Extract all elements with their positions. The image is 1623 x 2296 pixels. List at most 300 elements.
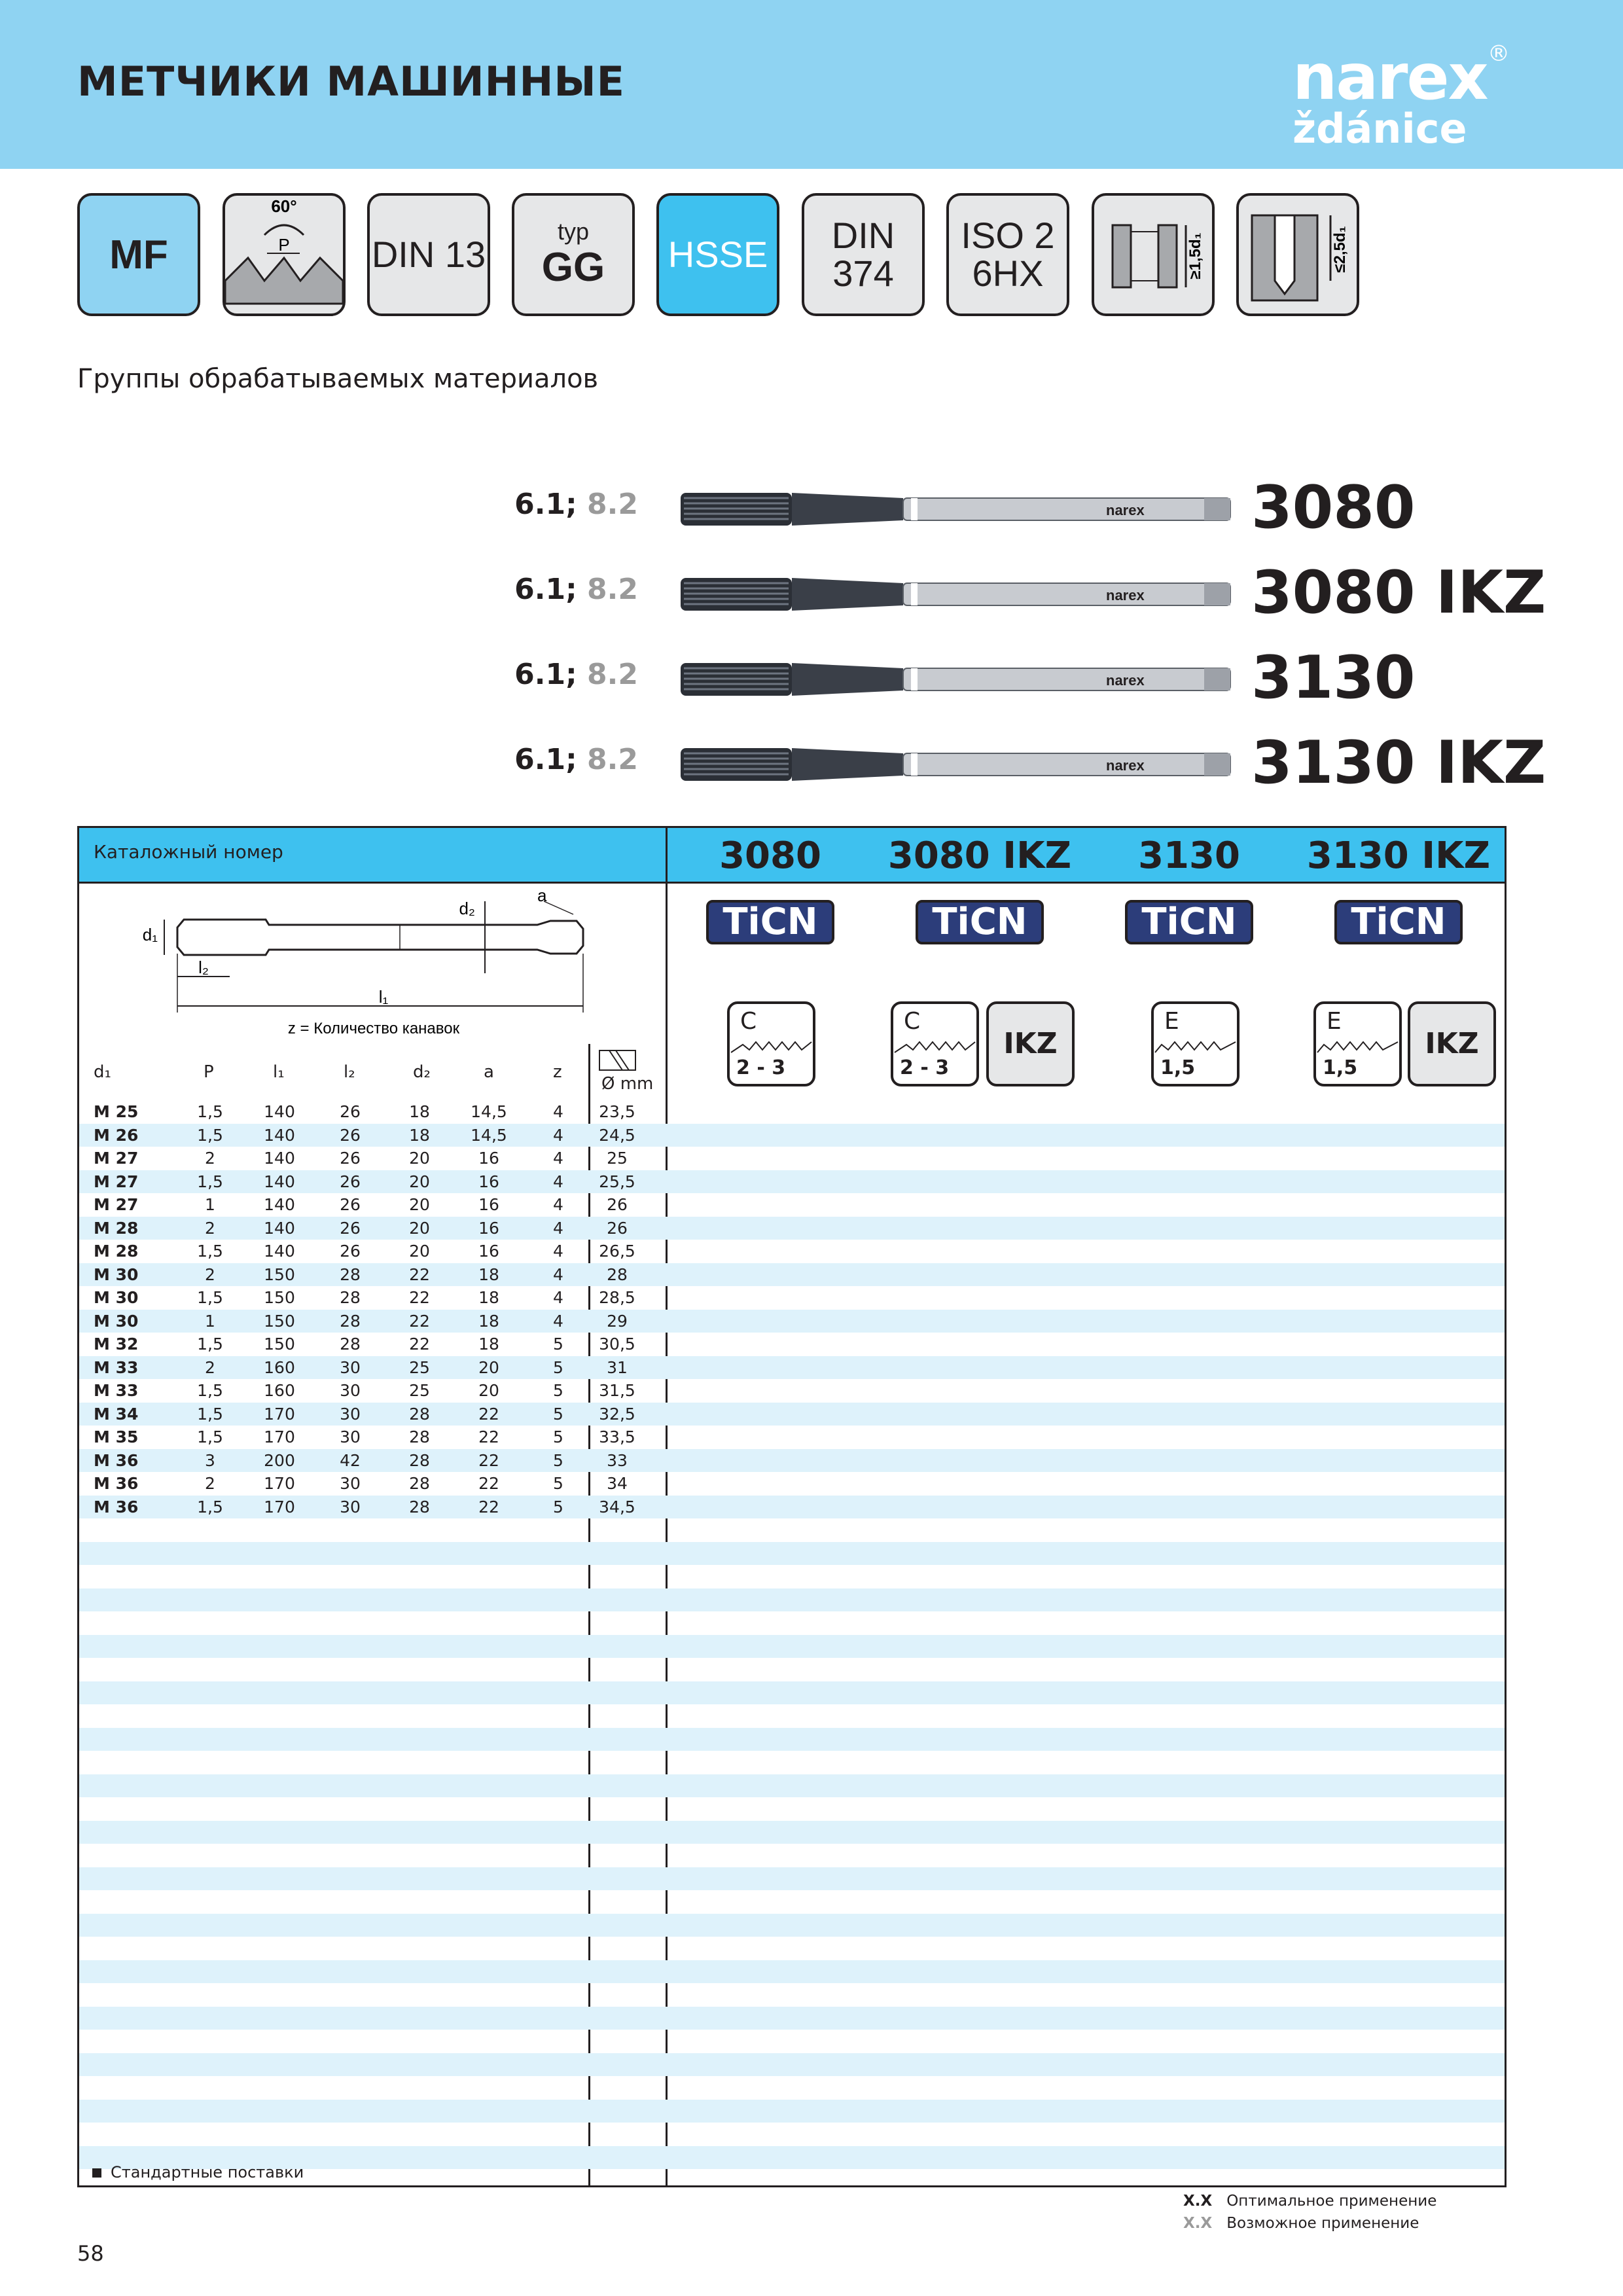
- badge-din13: [367, 193, 490, 316]
- legend-standard: [92, 2163, 304, 2181]
- material-group-codes: [514, 573, 638, 606]
- value-cell: 5: [553, 1474, 563, 1493]
- value-cell: 140: [264, 1195, 295, 1214]
- value-cell: 22: [409, 1335, 430, 1354]
- table-row: [79, 1286, 1505, 1310]
- table-row: [79, 1217, 1505, 1240]
- badge-din374-line2: 374: [832, 253, 894, 294]
- table-row-empty: [79, 1937, 1505, 1960]
- svg-text:P: P: [278, 235, 290, 255]
- value-cell: 22: [478, 1450, 499, 1470]
- through-hole-icon: [1094, 196, 1212, 314]
- value-cell: 30: [340, 1357, 361, 1377]
- chamfer-profile-icon: [1154, 1035, 1237, 1055]
- chamfer-form-letter: C: [740, 1008, 757, 1035]
- value-cell: 1: [205, 1311, 215, 1331]
- drill-diameter-cell: 23,5: [599, 1102, 635, 1121]
- value-cell: 20: [409, 1172, 430, 1191]
- table-header-bar: [79, 828, 1505, 884]
- drill-diameter-cell: 33,5: [599, 1427, 635, 1446]
- value-cell: 1,5: [197, 1125, 223, 1145]
- chamfer-badge-3080-ikz: [891, 1001, 979, 1086]
- table-row-empty: [79, 1565, 1505, 1588]
- value-cell: 2: [205, 1357, 215, 1377]
- value-cell: 1: [205, 1195, 215, 1214]
- value-cell: 170: [264, 1427, 295, 1446]
- thread-size-cell: M 35: [94, 1427, 139, 1446]
- tool-row: [0, 723, 1623, 797]
- thread-size-cell: M 25: [94, 1102, 139, 1121]
- value-cell: 18: [478, 1265, 499, 1284]
- value-cell: 20: [409, 1242, 430, 1261]
- tap-tool-image: [681, 565, 1237, 624]
- value-cell: 4: [553, 1288, 563, 1307]
- material-group-secondary: 8.2: [587, 743, 638, 776]
- drill-hole-icon: [596, 1045, 642, 1078]
- value-cell: 14,5: [471, 1125, 507, 1145]
- tap-specification-table: [77, 826, 1507, 2187]
- thread-size-cell: M 36: [94, 1450, 139, 1470]
- coating-badge-3080-ikz: TiCN: [916, 900, 1044, 944]
- logo-line2: ždánice: [1293, 105, 1467, 152]
- value-cell: 28: [409, 1474, 430, 1493]
- value-cell: 2: [205, 1474, 215, 1493]
- badge-blind-hole: [1236, 193, 1359, 316]
- value-cell: 4: [553, 1242, 563, 1261]
- value-cell: 28: [340, 1335, 361, 1354]
- value-cell: 22: [478, 1404, 499, 1424]
- svg-text:a: a: [537, 886, 547, 905]
- coating-badge-3130: TiCN: [1125, 900, 1253, 944]
- value-cell: 20: [409, 1195, 430, 1214]
- legend-square-icon: [92, 2168, 101, 2178]
- table-row-empty: [79, 1983, 1505, 2007]
- value-cell: 28: [340, 1288, 361, 1307]
- table-row: [79, 1124, 1505, 1147]
- value-cell: 22: [409, 1288, 430, 1307]
- badge-iso-line2: 6HX: [972, 253, 1044, 294]
- svg-text:narex: narex: [1106, 672, 1145, 689]
- footnote-optimal-text: Оптимальное применение: [1226, 2193, 1437, 2210]
- value-cell: 4: [553, 1102, 563, 1121]
- value-cell: 16: [478, 1149, 499, 1168]
- drill-diameter-cell: 26: [607, 1218, 628, 1238]
- page-number: 58: [77, 2241, 104, 2266]
- value-cell: 1,5: [197, 1242, 223, 1261]
- value-cell: 28: [409, 1497, 430, 1516]
- value-cell: 4: [553, 1149, 563, 1168]
- table-row: [79, 1333, 1505, 1356]
- ikz-badge-3080: IKZ: [986, 1001, 1075, 1086]
- value-cell: 26: [340, 1218, 361, 1238]
- col-header-z: z: [553, 1062, 562, 1082]
- value-cell: 16: [478, 1242, 499, 1261]
- value-cell: 2: [205, 1218, 215, 1238]
- value-cell: 5: [553, 1335, 563, 1354]
- thread-size-cell: M 32: [94, 1335, 139, 1354]
- value-cell: 170: [264, 1404, 295, 1424]
- tap-tool-image: [681, 650, 1237, 709]
- footnotes: [1183, 2193, 1436, 2232]
- drill-diameter-cell: 34: [607, 1474, 628, 1493]
- col-header-d1: d₁: [94, 1062, 111, 1082]
- logo-line1: narex: [1293, 41, 1488, 114]
- table-row: [79, 1379, 1505, 1403]
- value-cell: 16: [478, 1172, 499, 1191]
- chamfer-form-letter: E: [1164, 1008, 1179, 1035]
- value-cell: 5: [553, 1404, 563, 1424]
- material-group-primary: 6.1;: [514, 743, 577, 776]
- table-row: [79, 1403, 1505, 1426]
- value-cell: 18: [409, 1102, 430, 1121]
- value-cell: 28: [409, 1427, 430, 1446]
- tool-article-number: 3130: [1251, 643, 1416, 712]
- badge-iso-line1: ISO 2: [961, 215, 1055, 256]
- value-cell: 28: [409, 1404, 430, 1424]
- thread-size-cell: M 30: [94, 1288, 139, 1307]
- value-cell: 26: [340, 1172, 361, 1191]
- col-header-drill-diameter: Ø mm: [601, 1074, 654, 1094]
- table-row-empty: [79, 1635, 1505, 1659]
- table-row-empty: [79, 1681, 1505, 1705]
- chamfer-form-letter: E: [1327, 1008, 1342, 1035]
- drill-diameter-cell: 29: [607, 1311, 628, 1331]
- table-row: [79, 1496, 1505, 1519]
- thread-size-cell: M 30: [94, 1311, 139, 1331]
- table-row-empty: [79, 1542, 1505, 1566]
- chamfer-profile-icon: [730, 1035, 813, 1055]
- thread-size-cell: M 36: [94, 1497, 139, 1516]
- table-row-empty: [79, 2053, 1505, 2077]
- table-row-empty: [79, 1588, 1505, 1612]
- col-header-a: a: [484, 1062, 494, 1082]
- table-row-empty: [79, 2076, 1505, 2100]
- footnote-possible-text: Возможное применение: [1226, 2215, 1419, 2232]
- svg-text:narex: narex: [1106, 587, 1145, 603]
- column-title-3080: 3080: [719, 834, 821, 877]
- tap-dimension-diagram: [79, 882, 590, 1045]
- table-row-empty: [79, 2123, 1505, 2146]
- value-cell: 5: [553, 1450, 563, 1470]
- value-cell: 2: [205, 1265, 215, 1284]
- table-row-empty: [79, 1751, 1505, 1774]
- badge-din374-line1: DIN: [831, 215, 895, 256]
- tap-tool-image: [681, 480, 1237, 539]
- value-cell: 5: [553, 1497, 563, 1516]
- value-cell: 4: [553, 1311, 563, 1331]
- chamfer-length-value: 1,5: [1323, 1056, 1358, 1079]
- value-cell: 26: [340, 1242, 361, 1261]
- svg-text:60°: 60°: [271, 196, 297, 216]
- drill-diameter-cell: 26,5: [599, 1242, 635, 1261]
- svg-text:z = Количество канавок: z = Количество канавок: [287, 1020, 460, 1037]
- value-cell: 16: [478, 1195, 499, 1214]
- svg-text:d₂: d₂: [459, 899, 475, 918]
- chamfer-length-value: 2 - 3: [736, 1056, 786, 1079]
- badge-typ-value: GG: [541, 244, 605, 290]
- value-cell: 28: [409, 1450, 430, 1470]
- tool-row: [0, 553, 1623, 627]
- thread-size-cell: M 34: [94, 1404, 139, 1424]
- value-cell: 160: [264, 1357, 295, 1377]
- drill-diameter-cell: 25: [607, 1149, 628, 1168]
- table-row: [79, 1193, 1505, 1217]
- table-row-empty: [79, 1960, 1505, 1984]
- material-groups-heading: Группы обрабатываемых материалов: [77, 364, 599, 394]
- tool-article-number: 3080 IKZ: [1251, 558, 1546, 627]
- material-group-codes: [514, 658, 638, 691]
- value-cell: 150: [264, 1265, 295, 1284]
- drill-diameter-cell: 26: [607, 1195, 628, 1214]
- value-cell: 1,5: [197, 1172, 223, 1191]
- ikz-badge-3130: IKZ: [1408, 1001, 1496, 1086]
- page-header: [0, 0, 1623, 169]
- logo-registered-mark: ®: [1488, 41, 1510, 67]
- value-cell: 14,5: [471, 1102, 507, 1121]
- thread-size-cell: M 27: [94, 1172, 139, 1191]
- material-group-secondary: 8.2: [587, 658, 638, 691]
- thread-size-cell: M 33: [94, 1381, 139, 1400]
- footnote-optimal: [1183, 2193, 1436, 2210]
- value-cell: 22: [478, 1427, 499, 1446]
- badge-din374: [802, 193, 925, 316]
- col-header-l2: l₂: [344, 1062, 355, 1082]
- value-cell: 20: [409, 1149, 430, 1168]
- page-title: МЕТЧИКИ МАШИННЫЕ: [77, 58, 626, 105]
- value-cell: 18: [478, 1311, 499, 1331]
- drill-diameter-cell: 28,5: [599, 1288, 635, 1307]
- thread-size-cell: M 36: [94, 1474, 139, 1493]
- value-cell: 16: [478, 1218, 499, 1238]
- table-row: [79, 1147, 1505, 1170]
- value-cell: 20: [409, 1218, 430, 1238]
- table-row: [79, 1426, 1505, 1449]
- value-cell: 25: [409, 1357, 430, 1377]
- table-row-empty: [79, 1611, 1505, 1635]
- badge-mf: [77, 193, 200, 316]
- value-cell: 140: [264, 1125, 295, 1145]
- footnote-optimal-mark: X.X: [1183, 2193, 1213, 2210]
- drill-diameter-cell: 28: [607, 1265, 628, 1284]
- drill-diameter-cell: 31: [607, 1357, 628, 1377]
- legend-standard-label: Стандартные поставки: [111, 2163, 304, 2181]
- table-row: [79, 1170, 1505, 1194]
- table-row-empty: [79, 2007, 1505, 2030]
- value-cell: 4: [553, 1218, 563, 1238]
- value-cell: 150: [264, 1335, 295, 1354]
- value-cell: 140: [264, 1218, 295, 1238]
- chamfer-badge-3080: [727, 1001, 815, 1086]
- table-row: [79, 1240, 1505, 1263]
- value-cell: 170: [264, 1497, 295, 1516]
- footnote-possible-mark: X.X: [1183, 2215, 1213, 2232]
- value-cell: 28: [340, 1265, 361, 1284]
- value-cell: 140: [264, 1149, 295, 1168]
- value-cell: 1,5: [197, 1427, 223, 1446]
- value-cell: 5: [553, 1357, 563, 1377]
- value-cell: 4: [553, 1125, 563, 1145]
- table-row: [79, 1356, 1505, 1380]
- value-cell: 30: [340, 1474, 361, 1493]
- badge-typ-gg: [512, 193, 635, 316]
- table-row-empty: [79, 1518, 1505, 1542]
- value-cell: 140: [264, 1242, 295, 1261]
- thread-size-cell: M 30: [94, 1265, 139, 1284]
- thread-size-cell: M 28: [94, 1242, 139, 1261]
- value-cell: 160: [264, 1381, 295, 1400]
- badge-hsse-text: HSSE: [668, 234, 768, 275]
- value-cell: 2: [205, 1149, 215, 1168]
- table-row: [79, 1472, 1505, 1496]
- coating-badge-3080: TiCN: [706, 900, 834, 944]
- svg-text:≤2,5d₁: ≤2,5d₁: [1331, 226, 1349, 273]
- value-cell: 140: [264, 1172, 295, 1191]
- chamfer-form-letter: C: [904, 1008, 921, 1035]
- material-group-codes: [514, 488, 638, 521]
- drill-diameter-cell: 31,5: [599, 1381, 635, 1400]
- value-cell: 22: [478, 1497, 499, 1516]
- value-cell: 1,5: [197, 1404, 223, 1424]
- svg-text:d₁: d₁: [142, 925, 158, 944]
- svg-text:≥1,5d₁: ≥1,5d₁: [1186, 232, 1204, 279]
- material-group-primary: 6.1;: [514, 658, 577, 691]
- chamfer-badge-3130-ikz: [1313, 1001, 1402, 1086]
- value-cell: 4: [553, 1195, 563, 1214]
- value-cell: 30: [340, 1427, 361, 1446]
- catalog-number-label: Каталожный номер: [94, 841, 283, 863]
- value-cell: 1,5: [197, 1497, 223, 1516]
- material-group-primary: 6.1;: [514, 573, 577, 606]
- table-row-empty: [79, 1658, 1505, 1681]
- chamfer-profile-icon: [893, 1035, 976, 1055]
- table-row-empty: [79, 1867, 1505, 1891]
- drill-diameter-cell: 33: [607, 1450, 628, 1470]
- narex-logo: [1293, 41, 1510, 152]
- thread-size-cell: M 27: [94, 1149, 139, 1168]
- material-group-secondary: 8.2: [587, 573, 638, 606]
- value-cell: 5: [553, 1381, 563, 1400]
- blind-hole-icon: [1239, 196, 1357, 314]
- tap-tool-image: [681, 735, 1237, 794]
- value-cell: 30: [340, 1404, 361, 1424]
- value-cell: 18: [478, 1288, 499, 1307]
- value-cell: 26: [340, 1149, 361, 1168]
- table-row-empty: [79, 2030, 1505, 2053]
- table-row: [79, 1310, 1505, 1333]
- table-row-empty: [79, 1890, 1505, 1914]
- svg-text:narex: narex: [1106, 757, 1145, 774]
- value-cell: 22: [409, 1311, 430, 1331]
- value-cell: 25: [409, 1381, 430, 1400]
- thread-profile-icon: [225, 196, 343, 314]
- badge-through-hole: [1092, 193, 1215, 316]
- value-cell: 1,5: [197, 1335, 223, 1354]
- svg-text:l₁: l₁: [378, 987, 389, 1007]
- svg-text:l₂: l₂: [198, 958, 209, 977]
- column-title-3130-ikz: 3130 IKZ: [1306, 834, 1491, 877]
- value-cell: 140: [264, 1102, 295, 1121]
- tool-article-number: 3130 IKZ: [1251, 728, 1546, 797]
- tool-row: [0, 468, 1623, 542]
- value-cell: 22: [478, 1474, 499, 1493]
- table-row: [79, 1100, 1505, 1124]
- column-title-3080-ikz: 3080 IKZ: [887, 834, 1072, 877]
- value-cell: 26: [340, 1102, 361, 1121]
- value-cell: 30: [340, 1381, 361, 1400]
- value-cell: 4: [553, 1172, 563, 1191]
- col-header-p: P: [204, 1062, 214, 1082]
- table-row-empty: [79, 1797, 1505, 1821]
- table-row-empty: [79, 1774, 1505, 1798]
- value-cell: 30: [340, 1497, 361, 1516]
- value-cell: 18: [409, 1125, 430, 1145]
- value-cell: 22: [409, 1265, 430, 1284]
- thread-size-cell: M 28: [94, 1218, 139, 1238]
- material-group-secondary: 8.2: [587, 488, 638, 521]
- table-row: [79, 1263, 1505, 1287]
- value-cell: 200: [264, 1450, 295, 1470]
- value-cell: 5: [553, 1427, 563, 1446]
- value-cell: 26: [340, 1125, 361, 1145]
- drill-diameter-cell: 34,5: [599, 1497, 635, 1516]
- value-cell: 18: [478, 1335, 499, 1354]
- col-header-d2: d₂: [413, 1062, 431, 1082]
- tool-row: [0, 638, 1623, 712]
- column-title-3130: 3130: [1138, 834, 1240, 877]
- svg-text:narex: narex: [1106, 502, 1145, 518]
- drill-diameter-cell: 32,5: [599, 1404, 635, 1424]
- value-cell: 1,5: [197, 1381, 223, 1400]
- badge-thread-angle: [223, 193, 346, 316]
- material-group-primary: 6.1;: [514, 488, 577, 521]
- drill-diameter-cell: 30,5: [599, 1335, 635, 1354]
- value-cell: 4: [553, 1265, 563, 1284]
- drill-diameter-cell: 24,5: [599, 1125, 635, 1145]
- value-cell: 42: [340, 1450, 361, 1470]
- value-cell: 1,5: [197, 1288, 223, 1307]
- drill-diameter-cell: 25,5: [599, 1172, 635, 1191]
- chamfer-profile-icon: [1316, 1035, 1399, 1055]
- value-cell: 20: [478, 1381, 499, 1400]
- badge-typ-label: typ: [557, 217, 590, 245]
- table-row-empty: [79, 1844, 1505, 1867]
- footnote-possible: [1183, 2215, 1436, 2232]
- value-cell: 150: [264, 1288, 295, 1307]
- value-cell: 3: [205, 1450, 215, 1470]
- thread-size-cell: M 26: [94, 1125, 139, 1145]
- value-cell: 1,5: [197, 1102, 223, 1121]
- value-cell: 150: [264, 1311, 295, 1331]
- tool-article-number: 3080: [1251, 473, 1416, 542]
- thread-size-cell: M 27: [94, 1195, 139, 1214]
- value-cell: 26: [340, 1195, 361, 1214]
- table-row: [79, 1449, 1505, 1473]
- table-row-empty: [79, 1914, 1505, 1937]
- badge-din13-text: DIN 13: [371, 234, 486, 275]
- badge-hsse: [656, 193, 779, 316]
- chamfer-length-value: 1,5: [1160, 1056, 1196, 1079]
- badge-mf-text: MF: [109, 232, 168, 278]
- table-row-empty: [79, 1704, 1505, 1728]
- value-cell: 170: [264, 1474, 295, 1493]
- table-row-empty: [79, 1728, 1505, 1751]
- value-cell: 28: [340, 1311, 361, 1331]
- thread-size-cell: M 33: [94, 1357, 139, 1377]
- material-group-codes: [514, 743, 638, 776]
- chamfer-badge-3130: [1151, 1001, 1240, 1086]
- table-row-empty: [79, 1821, 1505, 1844]
- table-row-empty: [79, 2100, 1505, 2123]
